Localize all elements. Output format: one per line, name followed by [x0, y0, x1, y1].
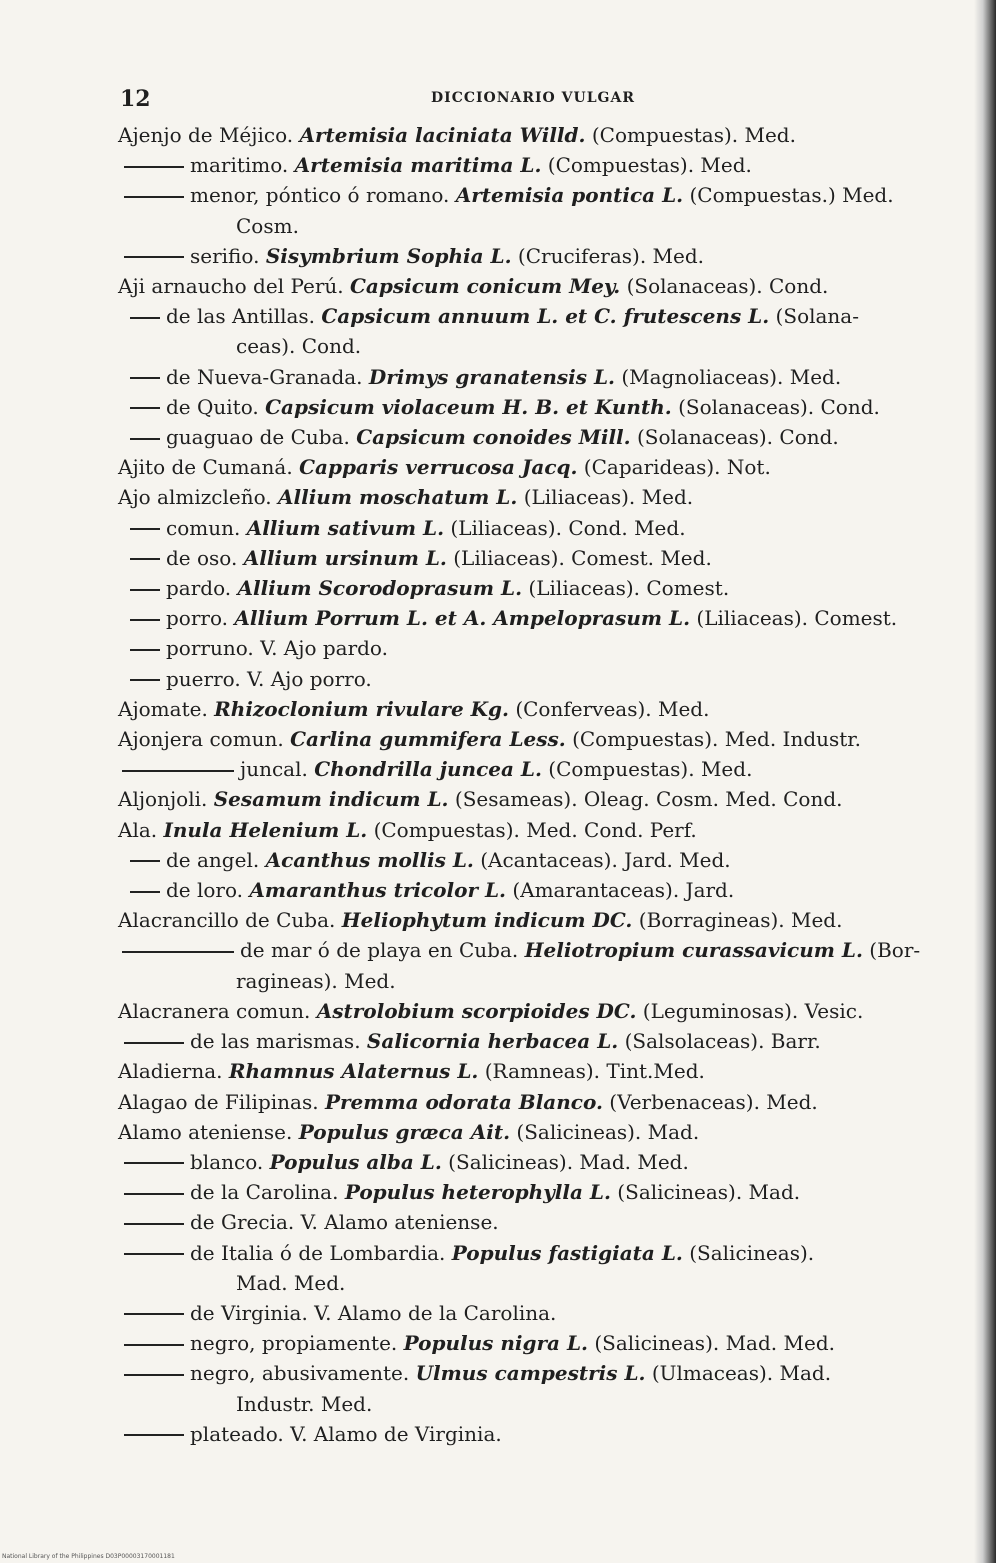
common-name: Ajomate.	[118, 696, 215, 721]
scientific-name: Capsicum annuum L. et C. frutescens L.	[321, 304, 770, 329]
entry-continuation	[118, 1268, 948, 1298]
common-name: negro, propiamente.	[190, 1331, 404, 1356]
common-name: Ajito de Cumaná.	[118, 455, 300, 480]
common-name: plateado. V. Alamo de Virginia.	[190, 1421, 502, 1446]
dictionary-entry	[118, 271, 948, 301]
scientific-name: Allium Porrum L. et A. Ampeloprasum L.	[234, 606, 691, 631]
dictionary-entry	[118, 543, 948, 573]
dictionary-entry	[118, 1087, 948, 1117]
family-and-uses: (Salicineas). Mad.	[510, 1119, 700, 1144]
ditto-dash	[130, 407, 160, 409]
family-and-uses: (Conferveas). Med.	[508, 696, 710, 721]
dictionary-entry	[118, 784, 948, 814]
dictionary-entry	[118, 1207, 948, 1237]
common-name: de Grecia. V. Alamo ateniense.	[190, 1210, 499, 1235]
scientific-name: Capsicum violaceum H. B. et Kunth.	[265, 394, 672, 419]
dictionary-entry	[118, 724, 948, 754]
dictionary-entry	[118, 664, 948, 694]
dictionary-entry	[118, 482, 948, 512]
scientific-name: Populus fastigiata L.	[451, 1240, 683, 1265]
dictionary-entry	[118, 996, 948, 1026]
scan-footer-note: National Library of the Philippines D03P00003170001181	[2, 1553, 175, 1560]
family-and-uses: (Salicineas).	[682, 1240, 815, 1265]
ditto-dash	[124, 1162, 184, 1164]
family-and-uses: (Solanaceas). Cond.	[620, 274, 829, 299]
family-and-uses: (Verbenaceas). Med.	[602, 1089, 818, 1114]
ditto-dash	[130, 558, 160, 560]
family-and-uses: (Salsolaceas). Barr.	[618, 1029, 821, 1054]
ditto-dash	[124, 256, 184, 258]
scientific-name: Astrolobium scorpioides DC.	[316, 998, 637, 1023]
family-and-uses: (Compuestas). Med.	[541, 757, 753, 782]
ditto-dash	[124, 196, 184, 198]
scientific-name: Sisymbrium Sophia L.	[265, 243, 512, 268]
common-name: de las Antillas.	[166, 304, 322, 329]
dictionary-entry	[118, 1238, 948, 1268]
common-name: Aladierna.	[118, 1059, 229, 1084]
common-name: Aji arnaucho del Perú.	[118, 274, 350, 299]
common-name: de Quito.	[166, 394, 266, 419]
common-name: de Italia ó de Lombardia.	[190, 1240, 452, 1265]
ditto-dash	[124, 1313, 184, 1315]
family-and-uses: (Salicineas). Mad. Med.	[587, 1331, 835, 1356]
ditto-dash	[124, 1223, 184, 1225]
family-and-uses: (Liliaceas). Comest.	[522, 576, 730, 601]
family-and-uses: (Amarantaceas). Jard.	[505, 878, 735, 903]
dictionary-entry	[118, 1419, 948, 1449]
entry-continuation	[118, 1389, 948, 1419]
ditto-dash	[122, 951, 234, 953]
scientific-name: Allium sativum L.	[246, 515, 445, 540]
common-name: Alacranera comun.	[118, 998, 317, 1023]
family-and-uses: (Bor-	[862, 938, 921, 963]
ditto-dash	[130, 891, 160, 893]
common-name: ceas). Cond.	[236, 334, 362, 359]
scientific-name: Salicornia herbacea L.	[366, 1029, 619, 1054]
common-name: de la Carolina.	[190, 1180, 345, 1205]
scientific-name: Carlina gummifera Less.	[290, 727, 566, 752]
scientific-name: Allium moschatum L.	[277, 485, 518, 510]
ditto-dash	[130, 377, 160, 379]
family-and-uses: (Borragineas). Med.	[632, 908, 843, 933]
family-and-uses: (Salicineas). Mad. Med.	[441, 1149, 689, 1174]
dictionary-entry	[118, 1117, 948, 1147]
scientific-name: Capsicum conoides Mill.	[356, 425, 631, 450]
entry-continuation	[118, 966, 948, 996]
common-name: de loro.	[166, 878, 250, 903]
dictionary-entry	[118, 1328, 948, 1358]
scientific-name: Capsicum conicum Mey.	[350, 274, 621, 299]
scientific-name: Rhamnus Alaternus L.	[228, 1059, 479, 1084]
scientific-name: Allium ursinum L.	[243, 545, 447, 570]
dictionary-entry	[118, 1358, 948, 1388]
common-name: de Virginia. V. Alamo de la Carolina.	[190, 1300, 557, 1325]
family-and-uses: (Liliaceas). Med.	[517, 485, 694, 510]
dictionary-entry	[118, 875, 948, 905]
common-name: juncal.	[240, 757, 315, 782]
dictionary-entry	[118, 633, 948, 663]
common-name: Cosm.	[236, 213, 299, 238]
common-name: negro, abusivamente.	[190, 1361, 416, 1386]
ditto-dash	[130, 438, 160, 440]
common-name: Ajenjo de Méjico.	[118, 123, 300, 147]
family-and-uses: (Compuestas). Med.	[541, 153, 752, 178]
common-name: de mar ó de playa en Cuba.	[240, 938, 525, 963]
dictionary-entry	[118, 150, 948, 180]
family-and-uses: (Salicineas). Mad.	[610, 1180, 801, 1205]
ditto-dash	[130, 679, 160, 681]
family-and-uses: (Acantaceas). Jard. Med.	[473, 847, 731, 872]
family-and-uses: (Ulmaceas). Mad.	[645, 1361, 832, 1386]
dictionary-entry	[118, 301, 948, 331]
common-name: Industr. Med.	[236, 1391, 373, 1416]
scientific-name: Allium Scorodoprasum L.	[237, 576, 523, 601]
family-and-uses: (Liliaceas). Cond. Med.	[444, 515, 686, 540]
dictionary-entry	[118, 513, 948, 543]
common-name: de las marismas.	[190, 1029, 367, 1054]
scientific-name: Ulmus campestris L.	[415, 1361, 646, 1386]
scientific-name: Rhizoclonium rivulare Kg.	[214, 696, 509, 721]
scientific-name: Artemisia pontica L.	[455, 183, 684, 208]
dictionary-entry	[118, 694, 948, 724]
dictionary-entry	[118, 845, 948, 875]
dictionary-entry	[118, 754, 948, 784]
common-name: porro.	[166, 606, 235, 631]
running-head	[118, 86, 948, 120]
scientific-name: Amaranthus tricolor L.	[249, 878, 506, 903]
common-name: de angel.	[166, 847, 266, 872]
dictionary-entry	[118, 452, 948, 482]
family-and-uses: (Ramneas). Tint.Med.	[478, 1059, 705, 1084]
entry-continuation	[118, 211, 948, 241]
family-and-uses: (Compuestas). Med. Industr.	[565, 727, 862, 752]
scientific-name: Populus alba L.	[269, 1149, 442, 1174]
ditto-dash	[124, 166, 184, 168]
dictionary-entry	[118, 241, 948, 271]
ditto-dash	[130, 649, 160, 651]
dictionary-entry	[118, 362, 948, 392]
scientific-name: Capparis verrucosa Jacq.	[299, 455, 578, 480]
dictionary-entry	[118, 1147, 948, 1177]
dictionary-entry	[118, 815, 948, 845]
scientific-name: Drimys granatensis L.	[368, 364, 615, 389]
common-name: de oso.	[166, 545, 244, 570]
ditto-dash	[122, 770, 234, 772]
ditto-dash	[124, 1193, 184, 1195]
scientific-name: Inula Helenium L.	[163, 817, 368, 842]
dictionary-entry	[118, 1177, 948, 1207]
family-and-uses: (Solanaceas). Cond.	[630, 425, 839, 450]
scientific-name: Populus heterophylla L.	[344, 1180, 611, 1205]
scientific-name: Heliophytum indicum DC.	[341, 908, 633, 933]
common-name: serifio.	[190, 243, 266, 268]
ditto-dash	[130, 317, 160, 319]
dictionary-entry	[118, 603, 948, 633]
entry-continuation	[118, 331, 948, 361]
common-name: puerro. V. Ajo porro.	[166, 666, 372, 691]
ditto-dash	[130, 528, 160, 530]
common-name: ragineas). Med.	[236, 968, 396, 993]
common-name: porruno. V. Ajo pardo.	[166, 636, 388, 661]
scientific-name: Populus nigra L.	[403, 1331, 588, 1356]
ditto-dash	[124, 1253, 184, 1255]
ditto-dash	[124, 1374, 184, 1376]
common-name: Aljonjoli.	[118, 787, 214, 812]
dictionary-entry	[118, 392, 948, 422]
dictionary-entry	[118, 1298, 948, 1328]
common-name: Ala.	[118, 817, 164, 842]
common-name: Mad. Med.	[236, 1270, 346, 1295]
family-and-uses: (Solanaceas). Cond.	[671, 394, 880, 419]
family-and-uses: (Caparideas). Not.	[577, 455, 771, 480]
ditto-dash	[124, 1434, 184, 1436]
family-and-uses: (Liliaceas). Comest. Med.	[446, 545, 712, 570]
scientific-name: Premma odorata Blanco.	[324, 1089, 603, 1114]
common-name: Ajonjera comun.	[118, 727, 291, 752]
common-name: Alamo ateniense.	[118, 1119, 299, 1144]
common-name: Ajo almizcleño.	[118, 485, 278, 510]
dictionary-entry	[118, 120, 948, 150]
page-number: 12	[120, 86, 151, 112]
family-and-uses: (Solana-	[769, 304, 859, 329]
dictionary-entry	[118, 422, 948, 452]
common-name: blanco.	[190, 1149, 270, 1174]
dictionary-entry	[118, 905, 948, 935]
page-edge-shadow	[974, 0, 996, 1563]
ditto-dash	[130, 860, 160, 862]
common-name: Alacrancillo de Cuba.	[118, 908, 342, 933]
scientific-name: Heliotropium curassavicum L.	[524, 938, 863, 963]
family-and-uses: (Liliaceas). Comest.	[690, 606, 898, 631]
dictionary-entry	[118, 1026, 948, 1056]
scientific-name: Artemisia maritima L.	[294, 153, 542, 178]
entry-list	[118, 120, 948, 1449]
dictionary-page	[118, 86, 948, 1449]
family-and-uses: (Magnoliaceas). Med.	[614, 364, 842, 389]
ditto-dash	[130, 589, 160, 591]
scientific-name: Acanthus mollis L.	[265, 847, 474, 872]
common-name: comun.	[166, 515, 247, 540]
running-title: DICCIONARIO VULGAR	[431, 90, 635, 106]
dictionary-entry	[118, 1056, 948, 1086]
ditto-dash	[124, 1042, 184, 1044]
dictionary-entry	[118, 935, 948, 965]
common-name: de Nueva-Granada.	[166, 364, 369, 389]
ditto-dash	[130, 619, 160, 621]
common-name: maritimo.	[190, 153, 295, 178]
scientific-name: Chondrilla juncea L.	[314, 757, 542, 782]
dictionary-entry	[118, 573, 948, 603]
family-and-uses: (Leguminosas). Vesic.	[636, 998, 864, 1023]
ditto-dash	[124, 1344, 184, 1346]
dictionary-entry	[118, 180, 948, 210]
scientific-name: Artemisia laciniata Willd.	[299, 123, 586, 147]
common-name: guaguao de Cuba.	[166, 425, 357, 450]
family-and-uses: (Sesameas). Oleag. Cosm. Med. Cond.	[448, 787, 843, 812]
common-name: Alagao de Filipinas.	[118, 1089, 325, 1114]
family-and-uses: (Compuestas). Med.	[585, 123, 796, 147]
family-and-uses: (Compuestas.) Med.	[683, 183, 894, 208]
family-and-uses: (Compuestas). Med. Cond. Perf.	[367, 817, 697, 842]
common-name: menor, póntico ó romano.	[190, 183, 456, 208]
scientific-name: Sesamum indicum L.	[213, 787, 449, 812]
scientific-name: Populus græca Ait.	[298, 1119, 511, 1144]
family-and-uses: (Cruciferas). Med.	[511, 243, 705, 268]
common-name: pardo.	[166, 576, 238, 601]
